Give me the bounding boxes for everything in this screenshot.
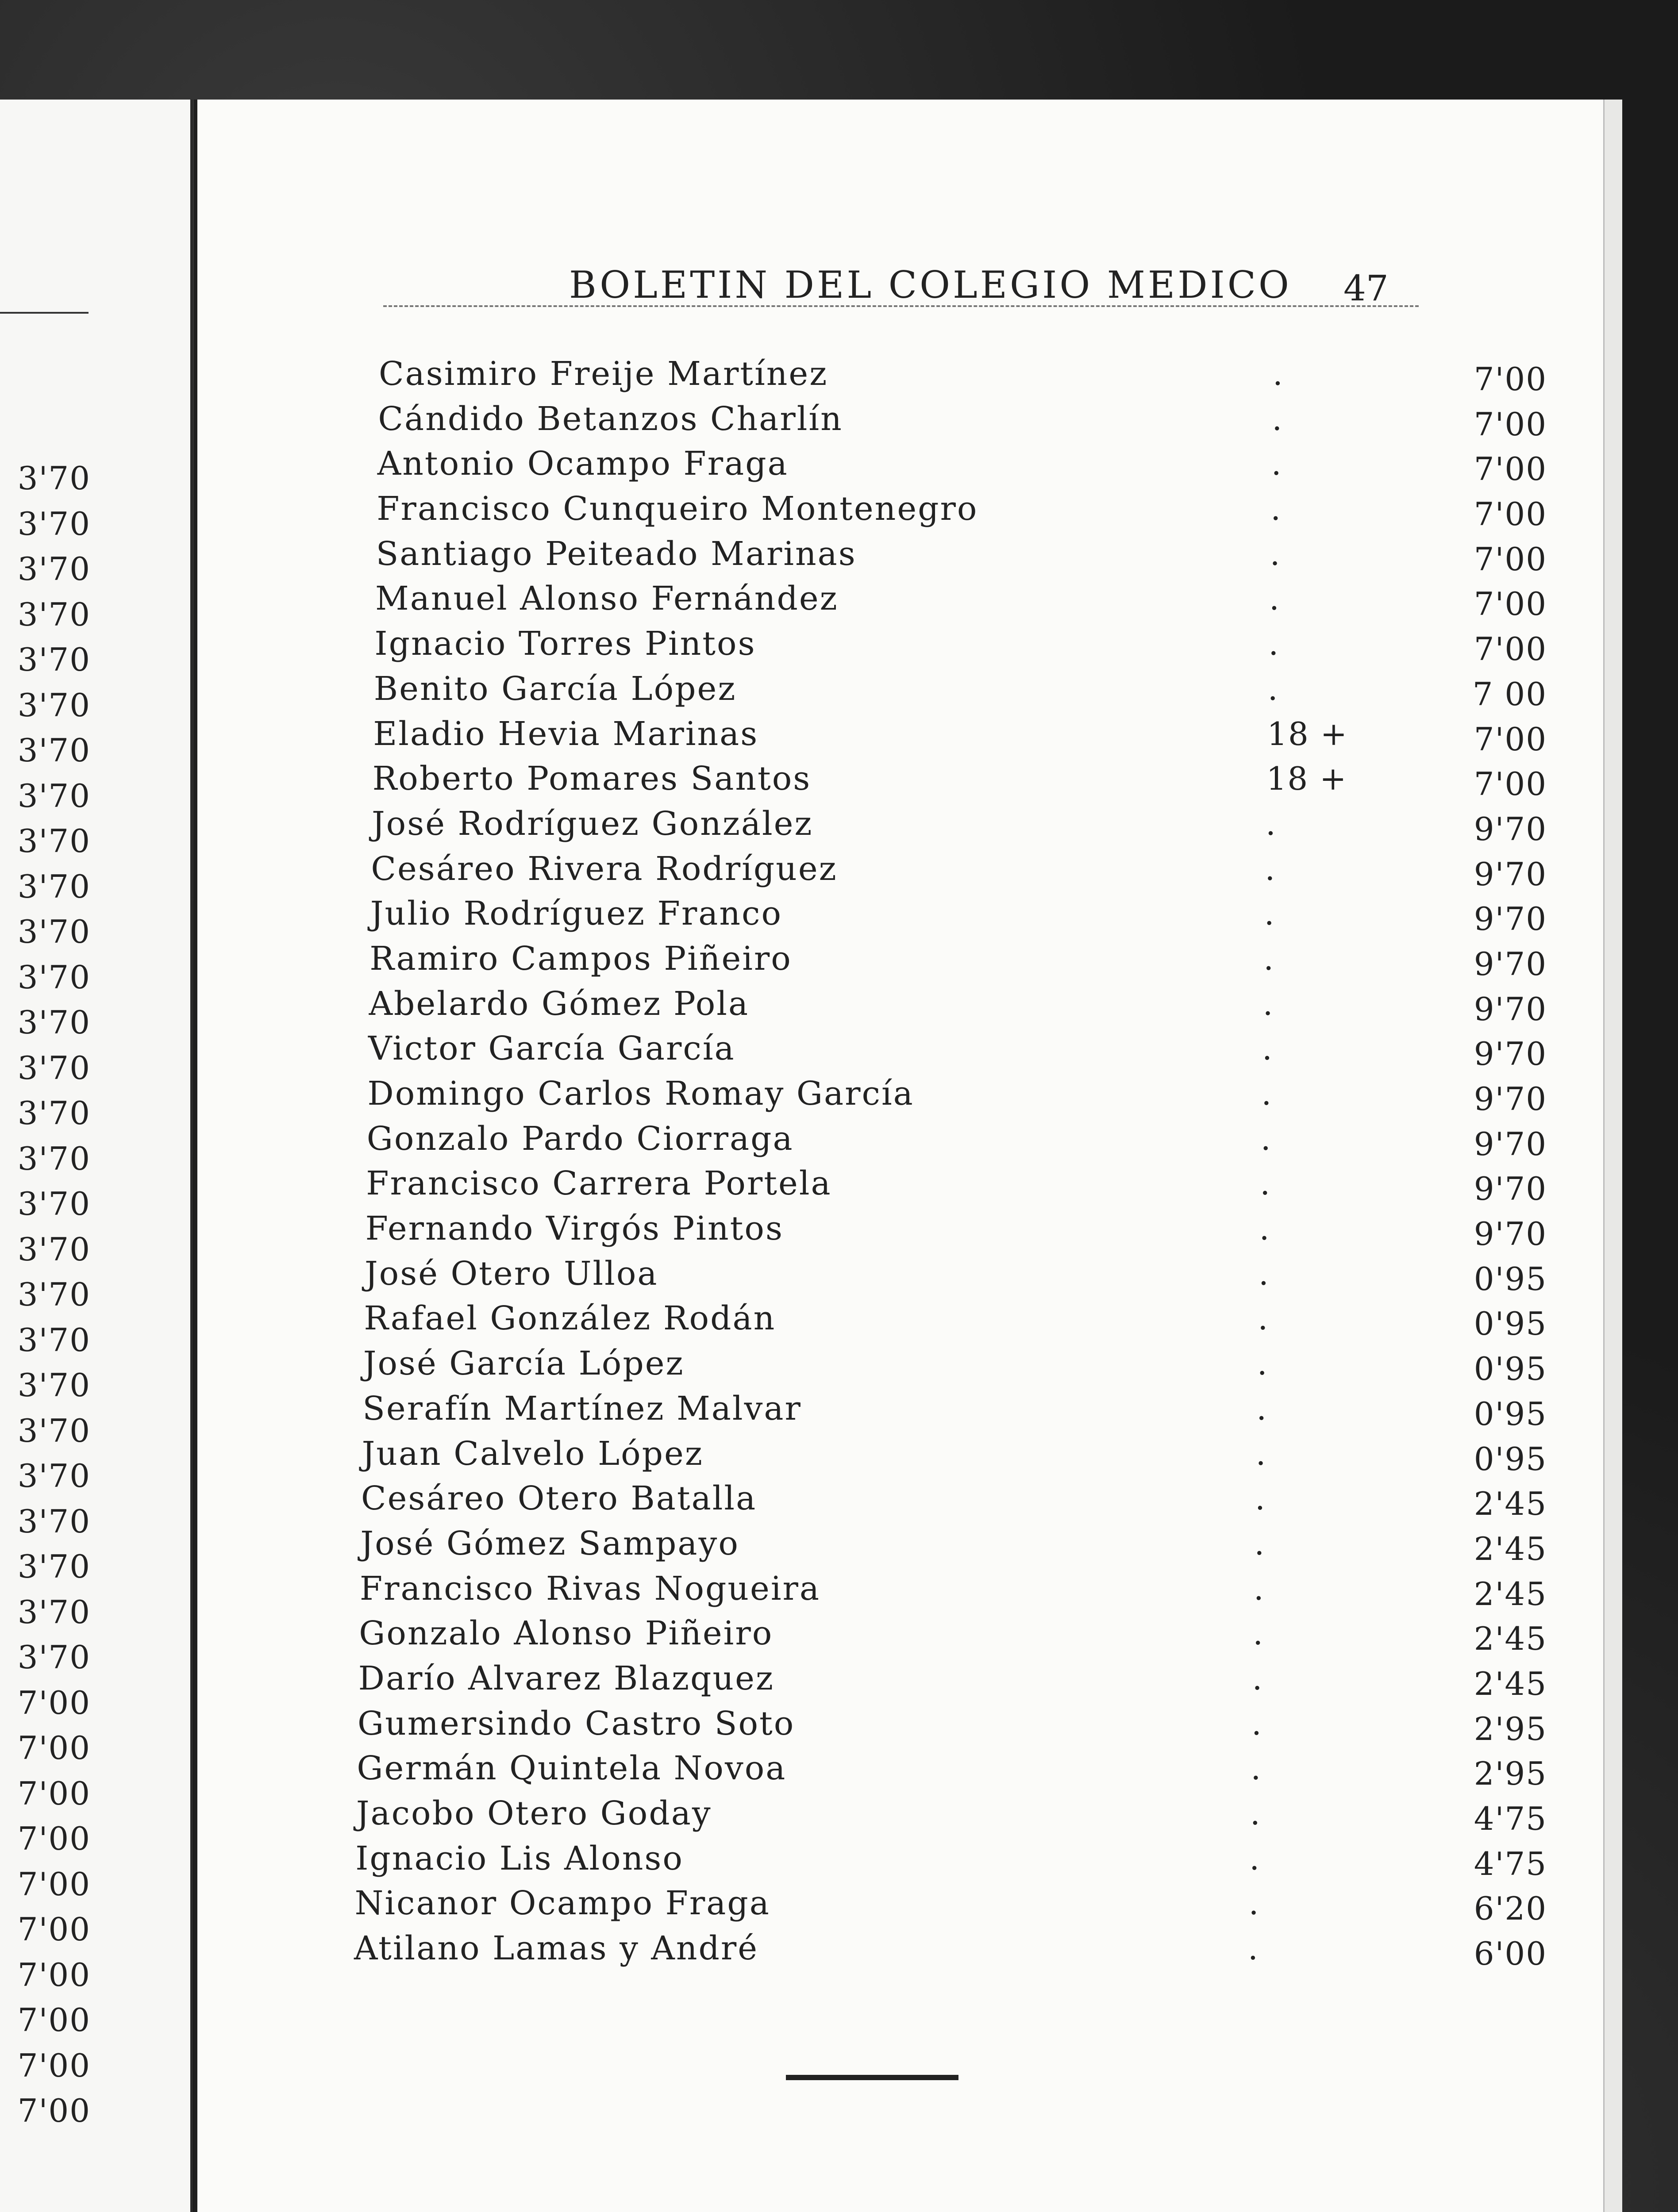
amount-prefix: . bbox=[1248, 1930, 1259, 1967]
member-name: Francisco Rivas Nogueira bbox=[359, 1569, 821, 1608]
member-name: Darío Alvarez Blazquez bbox=[358, 1659, 774, 1697]
amount: 2'95 bbox=[1474, 1755, 1547, 1793]
list-item bbox=[358, 1701, 1556, 1747]
amount-prefix: . bbox=[1264, 895, 1275, 933]
left-amount: 3'70 bbox=[17, 1094, 91, 1132]
left-amount: 3'70 bbox=[17, 1502, 91, 1540]
list-item bbox=[374, 622, 1556, 667]
list-item bbox=[377, 442, 1556, 487]
member-name: Francisco Carrera Portela bbox=[366, 1164, 832, 1203]
list-item bbox=[377, 487, 1556, 532]
header-rule bbox=[383, 305, 1419, 307]
list-item bbox=[366, 1206, 1556, 1252]
amount-prefix: . bbox=[1255, 1480, 1266, 1517]
list-item bbox=[379, 352, 1556, 397]
list-item bbox=[355, 1881, 1556, 1926]
page-header bbox=[197, 263, 1605, 316]
amount: 0'95 bbox=[1474, 1440, 1547, 1478]
amount: 7'00 bbox=[1474, 630, 1547, 668]
left-amount: 3'70 bbox=[17, 1367, 91, 1404]
member-name: Gonzalo Pardo Ciorraga bbox=[366, 1119, 794, 1158]
list-item bbox=[364, 1296, 1556, 1341]
amount: 2'45 bbox=[1474, 1530, 1547, 1567]
member-name: Cándido Betanzos Charlín bbox=[378, 399, 843, 438]
member-name: Jacobo Otero Goday bbox=[356, 1794, 712, 1832]
list-item bbox=[360, 1521, 1556, 1567]
amount-prefix: . bbox=[1270, 535, 1281, 572]
left-amount: 3'70 bbox=[17, 1593, 91, 1631]
member-name: Manuel Alonso Fernández bbox=[375, 580, 839, 618]
left-amount: 7'00 bbox=[17, 2092, 91, 2129]
member-name: Juan Calvelo López bbox=[362, 1434, 704, 1473]
amount-prefix: . bbox=[1262, 985, 1274, 1022]
end-rule bbox=[786, 2075, 958, 2080]
list-item bbox=[356, 1791, 1556, 1836]
member-name: Gumersindo Castro Soto bbox=[358, 1704, 795, 1743]
list-item bbox=[378, 397, 1556, 442]
list-item bbox=[360, 1567, 1556, 1612]
list-item bbox=[369, 982, 1556, 1027]
left-amount: 7'00 bbox=[17, 1865, 91, 1903]
amount-prefix: . bbox=[1249, 1839, 1261, 1877]
amount-prefix: . bbox=[1254, 1525, 1266, 1562]
list-item bbox=[367, 1071, 1556, 1117]
amount: 7'00 bbox=[1474, 405, 1547, 443]
amount: 9'70 bbox=[1474, 855, 1547, 893]
amount: 6'00 bbox=[1474, 1935, 1547, 1973]
member-name: José Otero Ulloa bbox=[365, 1254, 658, 1293]
list-item bbox=[369, 937, 1556, 982]
amount-prefix: . bbox=[1263, 940, 1275, 977]
member-name: Roberto Pomares Santos bbox=[372, 760, 812, 798]
amount-prefix: . bbox=[1261, 1075, 1273, 1112]
page-title: BOLETIN DEL COLEGIO MEDICO bbox=[569, 263, 1292, 307]
member-name: Cesáreo Rivera Rodríguez bbox=[371, 849, 838, 888]
left-amount: 3'70 bbox=[17, 1321, 91, 1359]
list-item bbox=[375, 576, 1556, 622]
left-amount: 7'00 bbox=[17, 2047, 91, 2084]
left-amount: 3'70 bbox=[17, 1639, 91, 1676]
left-amount: 7'00 bbox=[17, 1774, 91, 1812]
member-name: Julio Rodríguez Franco bbox=[370, 895, 783, 933]
list-item bbox=[372, 802, 1556, 847]
amount-prefix: . bbox=[1258, 1300, 1269, 1337]
left-amount: 3'70 bbox=[17, 1548, 91, 1585]
list-item bbox=[363, 1341, 1556, 1386]
amount: 9'70 bbox=[1474, 900, 1547, 938]
amount: 0'95 bbox=[1474, 1395, 1547, 1432]
amount-prefix: . bbox=[1253, 1615, 1264, 1652]
left-amount: 3'70 bbox=[17, 868, 91, 905]
amount-prefix: . bbox=[1255, 1435, 1267, 1472]
member-name: Ramiro Campos Piñeiro bbox=[369, 939, 792, 978]
amount: 9'70 bbox=[1474, 1125, 1547, 1163]
list-item bbox=[373, 757, 1556, 802]
amount: 7'00 bbox=[1474, 540, 1547, 578]
amount: 9'70 bbox=[1474, 1080, 1547, 1118]
amount: 9'70 bbox=[1474, 810, 1547, 848]
amount: 4'75 bbox=[1474, 1845, 1547, 1882]
amount-prefix: . bbox=[1251, 1750, 1262, 1787]
amount: 6'20 bbox=[1474, 1890, 1547, 1928]
amount-prefix: . bbox=[1270, 490, 1282, 528]
member-name: José García López bbox=[363, 1344, 685, 1383]
member-name: Santiago Peiteado Marinas bbox=[376, 534, 857, 573]
list-item bbox=[361, 1476, 1556, 1521]
amount: 7'00 bbox=[1474, 450, 1547, 488]
list-item bbox=[367, 1117, 1556, 1162]
left-amount: 3'70 bbox=[17, 641, 91, 678]
amount-prefix: . bbox=[1260, 1165, 1271, 1202]
left-amount: 3'70 bbox=[17, 777, 91, 814]
amount-prefix: . bbox=[1271, 445, 1282, 483]
left-amount: 7'00 bbox=[17, 1729, 91, 1767]
member-list bbox=[354, 352, 1556, 1973]
left-amount: 3'70 bbox=[17, 1049, 91, 1087]
left-amount: 3'70 bbox=[17, 505, 91, 542]
amount-prefix: . bbox=[1257, 1345, 1268, 1382]
member-name: Abelardo Gómez Pola bbox=[369, 984, 750, 1023]
left-page-fragment bbox=[0, 100, 193, 2212]
amount-prefix: . bbox=[1272, 400, 1283, 438]
member-name: Rafael González Rodán bbox=[364, 1299, 776, 1338]
amount-prefix: . bbox=[1259, 1210, 1270, 1248]
left-amount: 3'70 bbox=[17, 686, 91, 724]
member-name: Nicanor Ocampo Fraga bbox=[354, 1884, 770, 1923]
left-page-rule bbox=[0, 312, 89, 314]
amount: 0'95 bbox=[1474, 1305, 1547, 1343]
list-item bbox=[357, 1746, 1556, 1791]
amount-prefix: . bbox=[1273, 355, 1284, 392]
left-amount: 3'70 bbox=[17, 1185, 91, 1222]
member-name: Eladio Hevia Marinas bbox=[373, 714, 759, 753]
amount: 2'95 bbox=[1474, 1710, 1547, 1747]
amount-prefix: . bbox=[1266, 805, 1277, 842]
amount: 9'70 bbox=[1474, 945, 1547, 983]
member-name: Ignacio Torres Pintos bbox=[374, 625, 756, 663]
left-amount: 3'70 bbox=[17, 460, 91, 497]
amount-prefix: . bbox=[1260, 1120, 1272, 1157]
amount-prefix: . bbox=[1248, 1885, 1260, 1922]
left-amount: 7'00 bbox=[17, 1820, 91, 1857]
amount: 7'00 bbox=[1474, 361, 1547, 398]
left-amount: 3'70 bbox=[17, 1140, 91, 1177]
left-amount: 3'70 bbox=[17, 732, 91, 769]
amount: 9'70 bbox=[1474, 1035, 1547, 1073]
amount: 9'70 bbox=[1474, 1170, 1547, 1208]
member-name: Domingo Carlos Romay García bbox=[367, 1075, 914, 1113]
member-name: José Rodríguez González bbox=[372, 804, 813, 843]
list-item bbox=[368, 1026, 1556, 1071]
left-amount: 3'70 bbox=[17, 1412, 91, 1449]
amount-prefix: . bbox=[1253, 1570, 1265, 1607]
left-amount: 3'70 bbox=[17, 595, 91, 633]
member-name: Francisco Cunqueiro Montenegro bbox=[377, 490, 978, 528]
amount: 2'45 bbox=[1474, 1665, 1547, 1702]
amount-prefix: . bbox=[1251, 1705, 1262, 1742]
list-item bbox=[362, 1432, 1556, 1477]
left-amount: 3'70 bbox=[17, 1457, 91, 1494]
amount: 0'95 bbox=[1474, 1350, 1547, 1388]
member-name: Germán Quintela Novoa bbox=[357, 1749, 787, 1788]
amount-prefix: 18 + bbox=[1266, 760, 1347, 798]
member-name: Victor García García bbox=[368, 1029, 735, 1068]
list-item bbox=[354, 1926, 1556, 1971]
member-name: Serafín Martínez Malvar bbox=[362, 1389, 802, 1428]
amount: 7 00 bbox=[1472, 675, 1547, 713]
amount-prefix: . bbox=[1269, 580, 1280, 618]
left-amount: 3'70 bbox=[17, 958, 91, 996]
left-amount: 7'00 bbox=[17, 1911, 91, 1948]
amount: 2'45 bbox=[1474, 1485, 1547, 1523]
page-number: 47 bbox=[1343, 268, 1389, 309]
amount: 4'75 bbox=[1474, 1800, 1547, 1837]
left-amount: 3'70 bbox=[17, 913, 91, 950]
list-item bbox=[362, 1386, 1556, 1432]
list-item bbox=[358, 1656, 1556, 1701]
amount: 2'45 bbox=[1474, 1575, 1547, 1613]
left-amount: 7'00 bbox=[17, 2001, 91, 2039]
amount: 7'00 bbox=[1474, 765, 1547, 803]
member-name: Fernando Virgós Pintos bbox=[365, 1210, 784, 1248]
left-amount: 3'70 bbox=[17, 822, 91, 860]
member-name: Gonzalo Alonso Piñeiro bbox=[359, 1614, 774, 1653]
amount: 2'45 bbox=[1474, 1620, 1547, 1658]
left-amount-column bbox=[0, 456, 91, 2134]
left-amount: 3'70 bbox=[17, 1004, 91, 1041]
list-item bbox=[366, 1161, 1556, 1206]
amount: 0'95 bbox=[1474, 1260, 1547, 1298]
list-item bbox=[359, 1611, 1556, 1656]
amount: 9'70 bbox=[1474, 1215, 1547, 1253]
list-item bbox=[373, 712, 1556, 757]
left-amount: 3'70 bbox=[17, 1276, 91, 1313]
amount-prefix: . bbox=[1262, 1030, 1273, 1068]
left-amount: 7'00 bbox=[17, 1684, 91, 1721]
list-item bbox=[376, 532, 1556, 577]
member-name: Ignacio Lis Alonso bbox=[355, 1839, 684, 1878]
list-item bbox=[355, 1836, 1556, 1882]
amount-prefix: . bbox=[1267, 670, 1279, 707]
amount-prefix: . bbox=[1250, 1795, 1261, 1832]
left-amount: 3'70 bbox=[17, 1230, 91, 1268]
amount-prefix: . bbox=[1268, 625, 1280, 663]
main-page bbox=[194, 100, 1605, 2212]
amount-prefix: . bbox=[1265, 850, 1276, 887]
list-item bbox=[374, 667, 1556, 712]
page-edge bbox=[1603, 100, 1622, 2212]
member-name: Casimiro Freije Martínez bbox=[379, 355, 828, 393]
list-item bbox=[370, 891, 1556, 937]
amount-prefix: 18 + bbox=[1267, 715, 1348, 753]
amount: 7'00 bbox=[1474, 495, 1547, 533]
member-name: Atilano Lamas y André bbox=[354, 1929, 759, 1968]
amount-prefix: . bbox=[1256, 1390, 1268, 1427]
amount-prefix: . bbox=[1252, 1659, 1263, 1697]
member-name: Cesáreo Otero Batalla bbox=[361, 1479, 757, 1518]
amount: 7'00 bbox=[1474, 585, 1547, 623]
list-item bbox=[371, 847, 1556, 892]
member-name: Benito García López bbox=[373, 669, 737, 708]
amount: 9'70 bbox=[1474, 990, 1547, 1028]
member-name: Antonio Ocampo Fraga bbox=[377, 445, 789, 483]
left-amount: 3'70 bbox=[17, 550, 91, 588]
amount-prefix: . bbox=[1258, 1255, 1270, 1292]
amount: 7'00 bbox=[1474, 720, 1547, 758]
member-name: José Gómez Sampayo bbox=[360, 1524, 739, 1563]
left-amount: 7'00 bbox=[17, 1956, 91, 1993]
list-item bbox=[365, 1252, 1556, 1297]
